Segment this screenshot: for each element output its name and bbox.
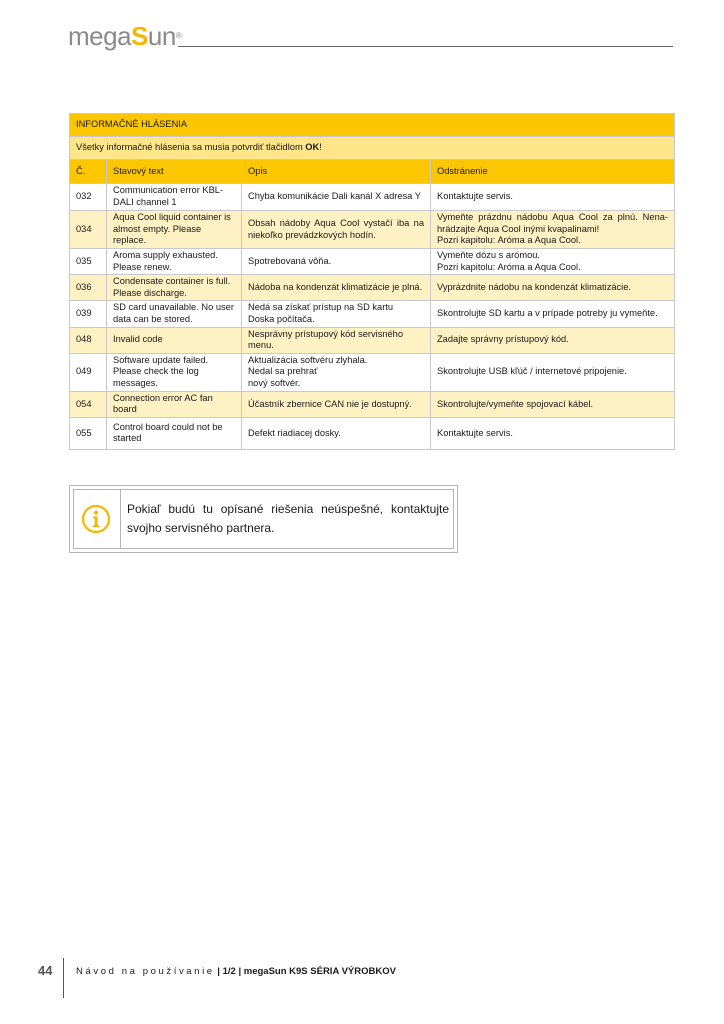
row-code: 036 bbox=[70, 275, 107, 301]
logo-prefix: mega bbox=[68, 21, 132, 51]
row-status: Aqua Cool liquid container is almost empty. Please replace. bbox=[107, 211, 242, 249]
table-row bbox=[70, 249, 675, 275]
header-rule bbox=[178, 46, 673, 47]
col-header-remedy: Odstránenie bbox=[431, 160, 675, 184]
row-code: 032 bbox=[70, 184, 107, 211]
col-header-number: Č. bbox=[70, 160, 107, 184]
row-remedy: Vymeňte dózu s arómou. Pozri kapitolu: Aróma a Aqua Cool. bbox=[431, 249, 675, 275]
table-row bbox=[70, 327, 675, 353]
col-header-description: Opis bbox=[242, 160, 431, 184]
logo-suffix: un bbox=[147, 21, 176, 51]
table-row bbox=[70, 353, 675, 391]
row-status: Software update failed. Please check the log messages. bbox=[107, 353, 242, 391]
logo-registered: ® bbox=[175, 31, 182, 40]
row-remedy: Vyprázdnite nádobu na kondenzát klimatizácie. bbox=[431, 275, 675, 301]
row-status: Connection error AC fan board bbox=[107, 391, 242, 417]
row-remedy: Skontrolujte USB kľúč / internetové pripojenie. bbox=[431, 353, 675, 391]
table-title: INFORMAČNÉ HLÁSENIA bbox=[70, 114, 675, 137]
row-remedy: Kontaktujte servis. bbox=[431, 184, 675, 211]
row-remedy: Vymeňte prázdnu nádobu Aqua Cool za plnú. Nena-hrádzajte Aqua Cool inými kvapalinami! Pozri kapitolu: Aróma a Aqua Cool. bbox=[431, 211, 675, 249]
row-code: 054 bbox=[70, 391, 107, 417]
row-status: Aroma supply exhausted. Please renew. bbox=[107, 249, 242, 275]
subtitle-text: Všetky informačné hlásenia sa musia potvrdiť tlačidlom bbox=[76, 142, 306, 153]
row-description: Defekt riadiacej dosky. bbox=[242, 417, 431, 449]
row-remedy: Skontrolujte SD kartu a v prípade potreby ju vymeňte. bbox=[431, 301, 675, 327]
row-status: SD card unavailable. No user data can be stored. bbox=[107, 301, 242, 327]
table-row bbox=[70, 301, 675, 327]
row-description: Spotrebovaná vôňa. bbox=[242, 249, 431, 275]
row-remedy: Kontaktujte servis. bbox=[431, 417, 675, 449]
table-row bbox=[70, 417, 675, 449]
subtitle-end: ! bbox=[319, 142, 322, 153]
row-status: Condensate container is full. Please discharge. bbox=[107, 275, 242, 301]
footer-manual-label: Návod na používanie bbox=[76, 966, 215, 977]
info-icon bbox=[81, 504, 111, 534]
logo-s: S bbox=[131, 21, 148, 51]
row-description: Nádoba na kondenzát klimatizácie je plná. bbox=[242, 275, 431, 301]
row-status: Control board could not be started bbox=[107, 417, 242, 449]
info-messages-table bbox=[69, 113, 675, 450]
footer-text bbox=[76, 966, 396, 977]
note-text: Pokiaľ budú tu opísané riešenia neúspešné, kontaktujte svojho servisného partnera. bbox=[127, 502, 449, 535]
note-icon-cell bbox=[74, 490, 121, 548]
table-row bbox=[70, 275, 675, 301]
row-description: Nesprávny prístupový kód servisného menu. bbox=[242, 327, 431, 353]
row-status: Invalid code bbox=[107, 327, 242, 353]
table-row bbox=[70, 184, 675, 211]
info-note-box bbox=[69, 485, 458, 553]
row-description: Aktualizácia softvéru zlyhala. Nedal sa prehrať nový softvér. bbox=[242, 353, 431, 391]
footer-rule bbox=[63, 958, 64, 998]
row-description: Obsah nádoby Aqua Cool vystačí iba na niekoľko prevádzkových hodín. bbox=[242, 211, 431, 249]
row-description: Chyba komunikácie Dali kanál X adresa Y bbox=[242, 184, 431, 211]
row-code: 055 bbox=[70, 417, 107, 449]
subtitle-ok: OK bbox=[305, 142, 320, 153]
row-code: 035 bbox=[70, 249, 107, 275]
col-header-status: Stavový text bbox=[107, 160, 242, 184]
row-code: 034 bbox=[70, 211, 107, 249]
row-remedy: Zadajte správny prístupový kód. bbox=[431, 327, 675, 353]
table-row bbox=[70, 211, 675, 249]
table-row bbox=[70, 391, 675, 417]
table-header-row bbox=[70, 160, 675, 184]
row-remedy: Skontrolujte/vymeňte spojovací kábel. bbox=[431, 391, 675, 417]
row-status: Communication error KBL-DALI channel 1 bbox=[107, 184, 242, 211]
row-code: 048 bbox=[70, 327, 107, 353]
footer-details: | 1/2 | megaSun K9S SÉRIA VÝROBKOV bbox=[214, 966, 396, 977]
table-subtitle bbox=[70, 137, 675, 160]
row-description: Účastník zbernice CAN nie je dostupný. bbox=[242, 391, 431, 417]
megasun-logo bbox=[68, 21, 181, 51]
row-description: Nedá sa získať prístup na SD kartu Doska počítača. bbox=[242, 301, 431, 327]
row-code: 049 bbox=[70, 353, 107, 391]
row-code: 039 bbox=[70, 301, 107, 327]
page-number: 44 bbox=[38, 963, 53, 978]
